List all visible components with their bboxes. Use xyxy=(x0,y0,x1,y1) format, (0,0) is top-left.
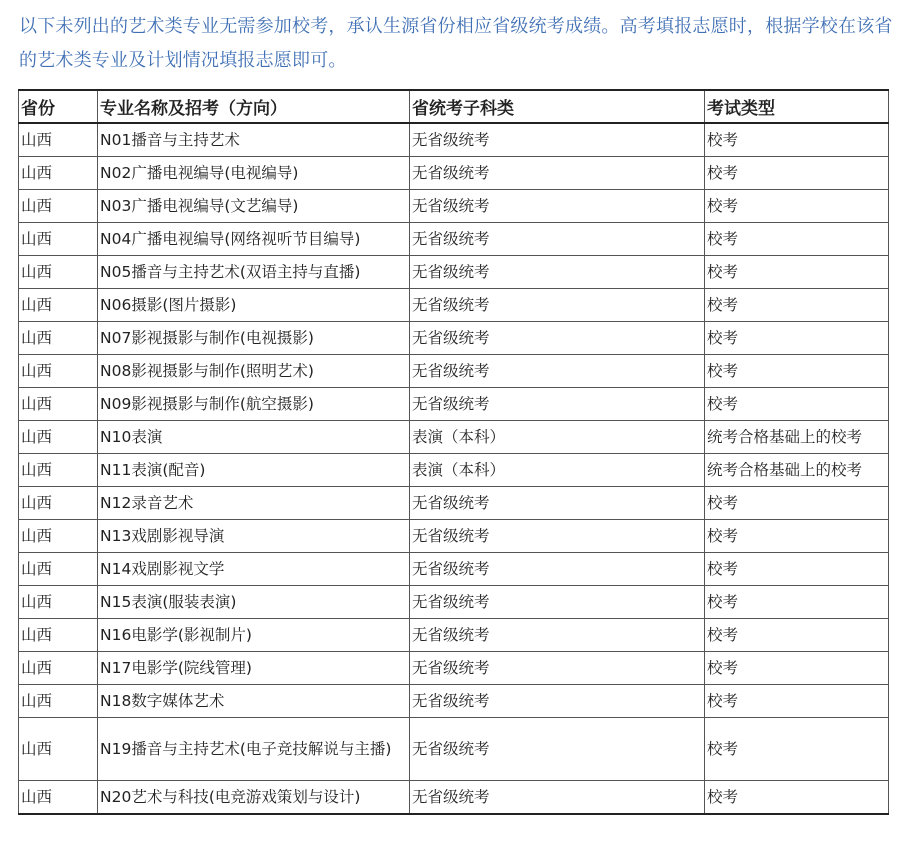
table-row xyxy=(19,256,889,289)
table-container xyxy=(18,89,888,815)
table-row xyxy=(19,421,889,454)
table-row xyxy=(19,322,889,355)
cell-major: N10表演 xyxy=(98,421,410,454)
cell-exam-subcategory: 无省级统考 xyxy=(410,685,705,718)
cell-major: N14戏剧影视文学 xyxy=(98,553,410,586)
cell-exam-subcategory: 无省级统考 xyxy=(410,256,705,289)
cell-exam-type: 校考 xyxy=(705,487,889,520)
header-exam-subcategory: 省统考子科类 xyxy=(410,90,705,123)
intro-paragraph: 以下未列出的艺术类专业无需参加校考，承认生源省份相应省级统考成绩。高考填报志愿时，根据学校在该省的艺术类专业及计划情况填报志愿即可。 xyxy=(19,16,893,71)
cell-exam-type: 校考 xyxy=(705,388,889,421)
cell-major: N06摄影(图片摄影) xyxy=(98,289,410,322)
cell-exam-type: 统考合格基础上的校考 xyxy=(705,421,889,454)
cell-major: N11表演(配音) xyxy=(98,454,410,487)
cell-major: N17电影学(院线管理) xyxy=(98,652,410,685)
cell-province: 山西 xyxy=(19,781,98,815)
cell-exam-type: 校考 xyxy=(705,619,889,652)
cell-province: 山西 xyxy=(19,388,98,421)
table-row xyxy=(19,355,889,388)
cell-exam-type: 校考 xyxy=(705,157,889,190)
cell-province: 山西 xyxy=(19,718,98,781)
cell-exam-type: 校考 xyxy=(705,553,889,586)
cell-province: 山西 xyxy=(19,586,98,619)
cell-major: N16电影学(影视制片) xyxy=(98,619,410,652)
cell-major: N01播音与主持艺术 xyxy=(98,123,410,157)
cell-province: 山西 xyxy=(19,553,98,586)
cell-province: 山西 xyxy=(19,421,98,454)
cell-province: 山西 xyxy=(19,454,98,487)
cell-province: 山西 xyxy=(19,322,98,355)
cell-exam-subcategory: 无省级统考 xyxy=(410,781,705,815)
table-row xyxy=(19,289,889,322)
cell-exam-subcategory: 无省级统考 xyxy=(410,652,705,685)
cell-exam-subcategory: 无省级统考 xyxy=(410,487,705,520)
cell-major: N12录音艺术 xyxy=(98,487,410,520)
table-row xyxy=(19,190,889,223)
cell-major: N07影视摄影与制作(电视摄影) xyxy=(98,322,410,355)
cell-exam-subcategory: 表演（本科） xyxy=(410,454,705,487)
cell-major: N05播音与主持艺术(双语主持与直播) xyxy=(98,256,410,289)
table-header-row xyxy=(19,90,889,123)
table-row xyxy=(19,685,889,718)
cell-exam-type: 校考 xyxy=(705,223,889,256)
table-row xyxy=(19,223,889,256)
cell-major: N09影视摄影与制作(航空摄影) xyxy=(98,388,410,421)
cell-exam-subcategory: 无省级统考 xyxy=(410,388,705,421)
table-row xyxy=(19,487,889,520)
cell-exam-type: 校考 xyxy=(705,781,889,815)
cell-major: N15表演(服装表演) xyxy=(98,586,410,619)
cell-major: N08影视摄影与制作(照明艺术) xyxy=(98,355,410,388)
cell-exam-subcategory: 表演（本科） xyxy=(410,421,705,454)
header-major: 专业名称及招考（方向） xyxy=(98,90,410,123)
header-province: 省份 xyxy=(19,90,98,123)
table-row xyxy=(19,123,889,157)
cell-exam-type: 校考 xyxy=(705,123,889,157)
table-row xyxy=(19,781,889,815)
cell-major: N19播音与主持艺术(电子竞技解说与主播) xyxy=(98,718,410,781)
cell-province: 山西 xyxy=(19,223,98,256)
cell-province: 山西 xyxy=(19,256,98,289)
cell-province: 山西 xyxy=(19,157,98,190)
cell-province: 山西 xyxy=(19,652,98,685)
cell-province: 山西 xyxy=(19,619,98,652)
table-row xyxy=(19,586,889,619)
cell-exam-subcategory: 无省级统考 xyxy=(410,355,705,388)
cell-major: N13戏剧影视导演 xyxy=(98,520,410,553)
cell-exam-subcategory: 无省级统考 xyxy=(410,553,705,586)
cell-major: N20艺术与科技(电竞游戏策划与设计) xyxy=(98,781,410,815)
cell-exam-type: 校考 xyxy=(705,256,889,289)
cell-exam-type: 校考 xyxy=(705,718,889,781)
table-row xyxy=(19,718,889,781)
cell-major: N02广播电视编导(电视编导) xyxy=(98,157,410,190)
cell-province: 山西 xyxy=(19,355,98,388)
cell-exam-type: 统考合格基础上的校考 xyxy=(705,454,889,487)
cell-exam-subcategory: 无省级统考 xyxy=(410,718,705,781)
cell-exam-subcategory: 无省级统考 xyxy=(410,223,705,256)
cell-exam-type: 校考 xyxy=(705,685,889,718)
table-row xyxy=(19,388,889,421)
cell-province: 山西 xyxy=(19,487,98,520)
cell-major: N03广播电视编导(文艺编导) xyxy=(98,190,410,223)
table-row xyxy=(19,619,889,652)
table-row xyxy=(19,553,889,586)
cell-exam-subcategory: 无省级统考 xyxy=(410,190,705,223)
cell-exam-subcategory: 无省级统考 xyxy=(410,586,705,619)
cell-exam-type: 校考 xyxy=(705,652,889,685)
table-row xyxy=(19,157,889,190)
cell-exam-subcategory: 无省级统考 xyxy=(410,322,705,355)
cell-exam-subcategory: 无省级统考 xyxy=(410,619,705,652)
cell-exam-type: 校考 xyxy=(705,190,889,223)
cell-exam-subcategory: 无省级统考 xyxy=(410,157,705,190)
majors-table xyxy=(18,89,889,815)
cell-exam-subcategory: 无省级统考 xyxy=(410,520,705,553)
table-row xyxy=(19,454,889,487)
cell-exam-subcategory: 无省级统考 xyxy=(410,289,705,322)
cell-province: 山西 xyxy=(19,190,98,223)
cell-exam-type: 校考 xyxy=(705,322,889,355)
cell-exam-type: 校考 xyxy=(705,586,889,619)
cell-exam-type: 校考 xyxy=(705,289,889,322)
cell-major: N18数字媒体艺术 xyxy=(98,685,410,718)
table-row xyxy=(19,520,889,553)
cell-exam-type: 校考 xyxy=(705,520,889,553)
cell-province: 山西 xyxy=(19,123,98,157)
cell-major: N04广播电视编导(网络视听节目编导) xyxy=(98,223,410,256)
header-exam-type: 考试类型 xyxy=(705,90,889,123)
cell-exam-type: 校考 xyxy=(705,355,889,388)
cell-province: 山西 xyxy=(19,520,98,553)
cell-province: 山西 xyxy=(19,685,98,718)
cell-exam-subcategory: 无省级统考 xyxy=(410,123,705,157)
cell-province: 山西 xyxy=(19,289,98,322)
table-row xyxy=(19,652,889,685)
